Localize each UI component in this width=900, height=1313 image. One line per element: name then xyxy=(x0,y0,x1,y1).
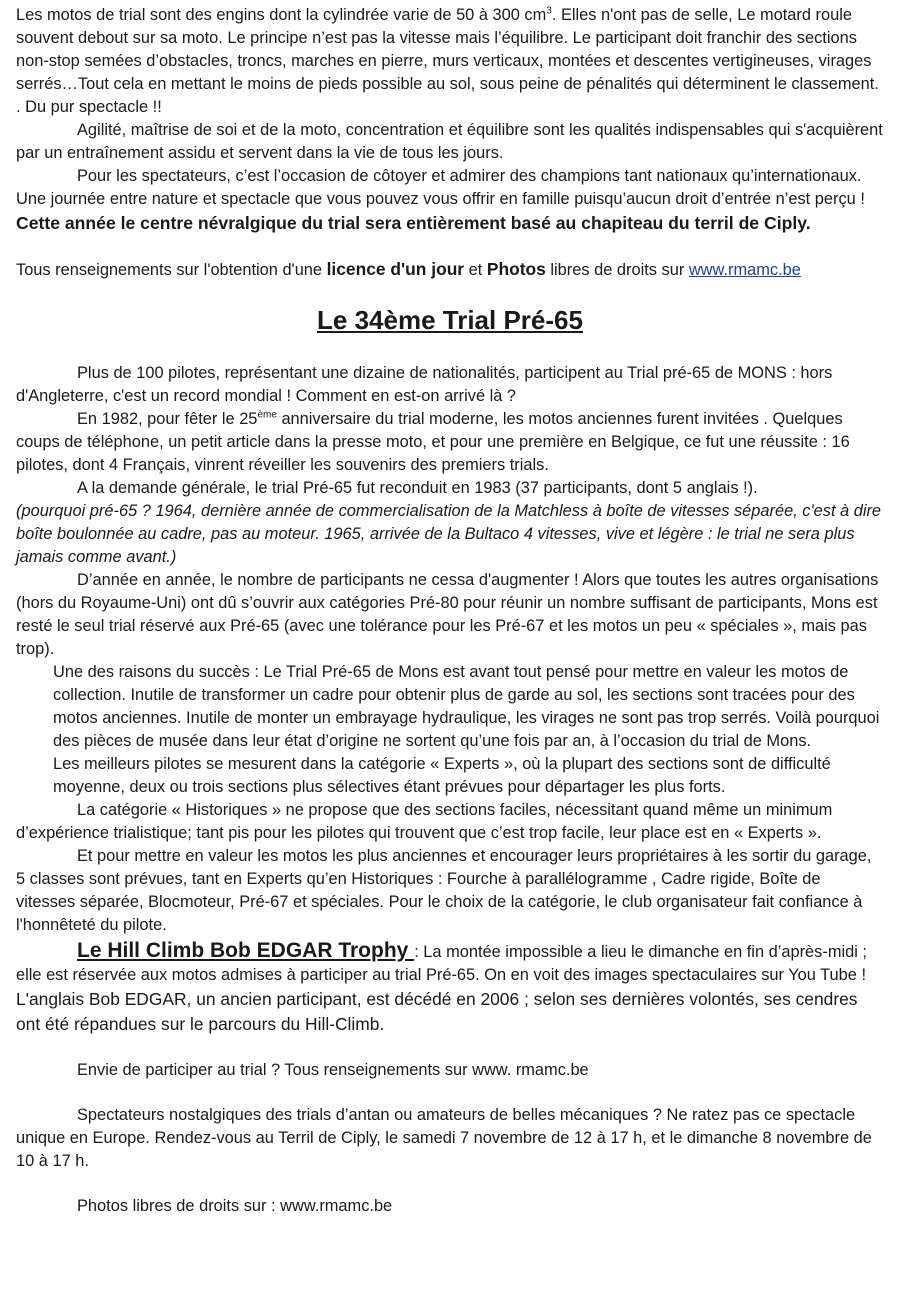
intro-paragraph-1: Les motos de trial sont des engins dont la cylindrée varie de 50 à 300 $cm^3$. Elles n'ont pas de selle, Le motard roule souvent debout sur sa moto. Le principe n’est pas la vitesse mais l’équilibre. Le participant doit franchir des sections non-stop semées d’obstacles, troncs, marches en pierre, murs verticaux, montées et descentes vertigineuses, virages serrés…Tout cela en mettant le moins de pieds possible au sol, sous peine de pénalités qui déterminent le classement. . Du pur spectacle !! xyxy=(16,5,879,116)
body-paragraph-2: En 1982, pour fêter le 25ème anniversaire du trial moderne, les motos anciennes furent invitées . Quelques coups de téléphone, un petit article dans la presse moto, et pour une première en Belgique, ce fut une réussite : 16 pilotes, dont 4 Français, vinrent réveiller les souvenirs des premiers trials. xyxy=(16,409,850,474)
hillclimb-title: Le Hill Climb Bob EDGAR Trophy xyxy=(77,939,415,962)
body-paragraph-5: Une des raisons du succès : Le Trial Pré-65 de Mons est avant tout pensé pour mettre en valeur les motos de collection. Inutile de transformer un cadre pour obtenir plus de garde au sol, les sections sont tracées pour des motos anciennes. Inutile de monter un embrayage hydraulique, les virages ne sont pas trop serrés. Voilà pourquoi des pièces de musée dans leur état d’origine ne sortent qu’une fois par an, à l’occasion du trial de Mons. xyxy=(53,663,880,750)
rmamc-link[interactable]: www.rmamc.be xyxy=(688,261,801,279)
intro-paragraph-2: Agilité, maîtrise de soi et de la moto, concentration et équilibre sont les qualités indispensables qui s'acquièrent par un entraînement assidu et servent dans la vie de tous les jours. xyxy=(16,121,883,162)
body-paragraph-6: Les meilleurs pilotes se mesurent dans la catégorie « Experts », où la plupart des sections sont de difficulté moyenne, deux ou trois sections plus sélectives étant prévues pour départager les plus forts. xyxy=(53,755,831,796)
body-paragraph-7: La catégorie « Historiques » ne propose que des sections faciles, nécessitant quand même un minimum d’expérience trialistique; tant pis pour les pilotes qui trouvent que c’est trop facile, leur place est en « Experts ». xyxy=(16,801,833,842)
page-title: Le 34ème Trial Pré-65 xyxy=(317,305,583,335)
intro-bold-statement: Cette année le centre névralgique du trial sera entièrement basé au chapiteau du terril de Ciply. xyxy=(16,213,811,233)
body-paragraph-1: Plus de 100 pilotes, représentant une dizaine de nationalités, participent au Trial pré-65 de MONS : hors d'Angleterre, c'est un record mondial ! Comment en est-on arrivé là ? xyxy=(16,364,833,405)
info-line: Tous renseignements sur l'obtention d'une licence d'un jour et Photos libres de droits sur www.rmamc.be xyxy=(16,259,801,279)
body-italic-note: (pourquoi pré-65 ? 1964, dernière année de commercialisation de la Matchless à boîte de vitesses séparée, c'est à dire boîte boulonnée au cadre, pas au moteur. 1965, arrivée de la Bultaco 4 vitesses, vive et légère : le trial ne sera plus jamais comme avant.) xyxy=(16,502,882,566)
hillclimb-paragraph: Le Hill Climb Bob EDGAR Trophy : La montée impossible a lieu le dimanche en fin d’après-midi ; elle est réservée aux motos admises à participer au trial Pré-65. On en voit des images spectaculaires sur You Tube ! L'anglais Bob EDGAR, un ancien participant, est décédé en 2006 ; selon ses dernières volontés, ses cendres ont été répandues sur le parcours du Hill-Climb. xyxy=(16,939,867,1034)
footer-paragraph-2: Spectateurs nostalgiques des trials d’antan ou amateurs de belles mécaniques ? Ne ratez pas ce spectacle unique en Europe. Rendez-vous au Terril de Ciply, le samedi 7 novembre de 12 à 17 h, et le dimanche 8 novembre de 10 à 17 h. xyxy=(16,1106,872,1170)
body-paragraph-8: Et pour mettre en valeur les motos les plus anciennes et encourager leurs propriétaires à les sortir du garage, 5 classes sont prévues, tant en Experts qu’en Historiques : Fourche à parallélogramme , Cadre rigide, Boîte de vitesses séparée, Blocmoteur, Pré-67 et spéciales. Pour le choix de la catégorie, le club organisateur fait confiance à l'honnêteté du pilote. xyxy=(16,847,872,934)
footer-paragraph-1: Envie de participer au trial ? Tous renseignements sur www. rmamc.be xyxy=(77,1061,589,1079)
body-paragraph-3: A la demande générale, le trial Pré-65 fut reconduit en 1983 (37 participants, dont 5 anglais !). xyxy=(77,479,758,497)
footer-paragraph-3: Photos libres de droits sur : www.rmamc.be xyxy=(77,1197,393,1215)
intro-paragraph-3: Pour les spectateurs, c’est l’occasion de côtoyer et admirer des champions tant nationaux qu’internationaux. Une journée entre nature et spectacle que vous pouvez vous offrir en famille puisqu’aucun droit d’entrée n’est perçu ! xyxy=(16,167,865,208)
body-paragraph-4: D’année en année, le nombre de participants ne cessa d'augmenter ! Alors que toutes les autres organisations (hors du Royaume-Uni) ont dû s’ouvrir aux catégories Pré-80 pour réunir un nombre suffisant de participants, Mons est resté le seul trial réservé aux Pré-65 (avec une tolérance pour les Pré-67 et les motos un peu « spéciales », mais pas trop). xyxy=(16,571,879,658)
